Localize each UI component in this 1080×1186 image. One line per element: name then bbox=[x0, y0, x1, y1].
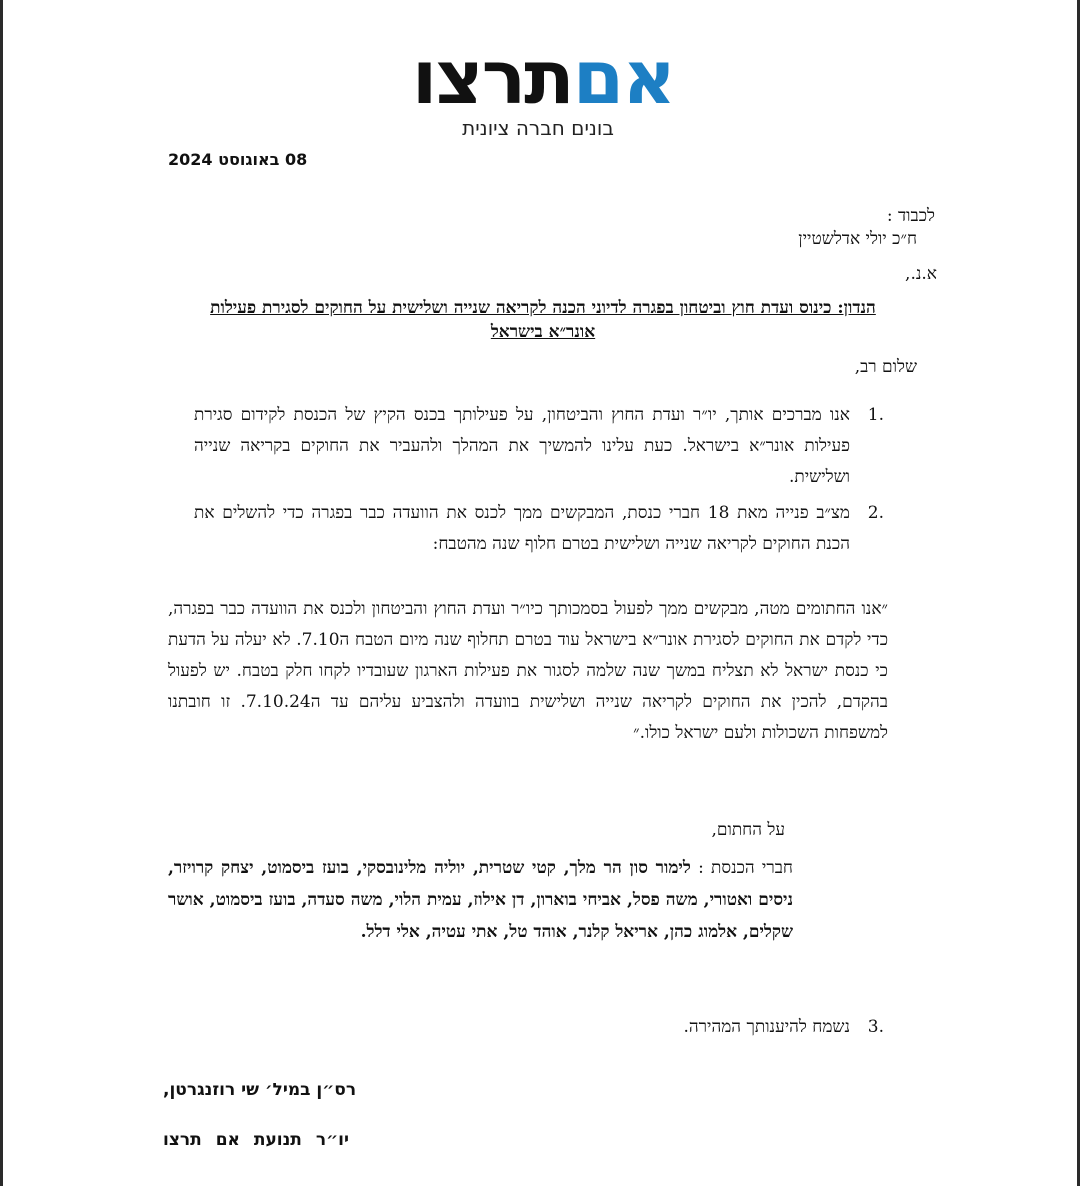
sender-role: יו״ר תנועת אם תרצו bbox=[163, 1130, 349, 1150]
list-item bbox=[194, 1012, 884, 1043]
recipient-an: א.נ., bbox=[905, 264, 937, 284]
signatures-label: על החתום, bbox=[711, 820, 785, 840]
list-item-text: אנו מברכים אותך, יו״ר ועדת החוץ והביטחון, על פעילותך בכנס הקיץ של הכנסת לקידום סגירת פעילות אונר״א בישראל. כעת עלינו להמשיך את המהלך ולהעביר את החוקים בקריאה שנייה ושלישית. bbox=[194, 405, 850, 487]
list-item bbox=[194, 400, 884, 495]
logo-wordmark-blue: אם bbox=[572, 35, 675, 121]
recipient-name: ח״כ יולי אדלשטיין bbox=[798, 229, 917, 249]
signatories-list bbox=[168, 852, 793, 948]
list-item bbox=[194, 498, 884, 560]
sender-name: רס״ן במיל׳ שי רוזנגרטן, bbox=[163, 1080, 357, 1100]
list-item-number: .2 bbox=[867, 503, 884, 523]
greeting: שלום רב, bbox=[854, 357, 917, 377]
quoted-request: ״אנו החתומים מטה, מבקשים ממך לפעול בסמכותך כיו״ר ועדת החוץ והביטחון ולכנס את הוועדה כבר בפגרה, כדי לקדם את החוקים לסגירת אונר״א בישראל עוד בטרם תחלוף שנה מיום הטבח ה7.10. לא יעלה על הדעת כי כנסת ישראל לא תצליח במשך שנה שלמה לסגור את פעילות הארגון שעובדיו לקחו חלק בטבח. יש לפעול בהקדם, להכין את החוקים לקריאה שנייה ושלישית בוועדה ולהצביע עליהם עד ה7.10.24. זו חובתנו למשפחות השכולות ולעם ישראל כולו.״ bbox=[168, 599, 889, 743]
signatories-prefix: חברי הכנסת : bbox=[690, 858, 793, 878]
logo-wordmark-black: תרצו bbox=[411, 35, 573, 121]
list-item-number: .1 bbox=[867, 405, 884, 425]
letter-date: 08 באוגוסט 2024 bbox=[168, 150, 308, 169]
logo-tagline: בונים חברה ציונית bbox=[462, 116, 614, 140]
letter-subject: הנדון: כינוס ועדת חוץ וביטחון בפגרה לדיוני הכנה לקריאה שנייה ושלישית על החוקים לסגירת פעילות אונר״א בישראל bbox=[210, 298, 876, 342]
logo-wordmark bbox=[403, 35, 683, 121]
signatories-names: לימור סון הר מלך, קטי שטרית, יוליה מלינובסקי, בועז ביסמוט, יצחק קרויזר, ניסים ואטורי, משה פסל, אביחי בוארון, דן אילוז, עמית הלוי, משה סעדה, בועז ביסמוט, אושר שקלים, אלמוג כהן, אריאל קלנר, אוהד טל, אתי עטיה, אלי דלל. bbox=[168, 858, 793, 942]
list-item-number: .3 bbox=[867, 1017, 884, 1037]
list-item-text: מצ״ב פנייה מאת 18 חברי כנסת, המבקשים ממך לכנס את הוועדה כבר בפגרה כדי להשלים את הכנת החוקים לקריאה שנייה ושלישית בטרם חלוף שנה מהטבח: bbox=[194, 503, 851, 554]
org-logo bbox=[403, 35, 683, 148]
recipient-label: לכבוד : bbox=[886, 206, 935, 226]
list-item-text: נשמח להיענותך המהירה. bbox=[683, 1017, 850, 1037]
